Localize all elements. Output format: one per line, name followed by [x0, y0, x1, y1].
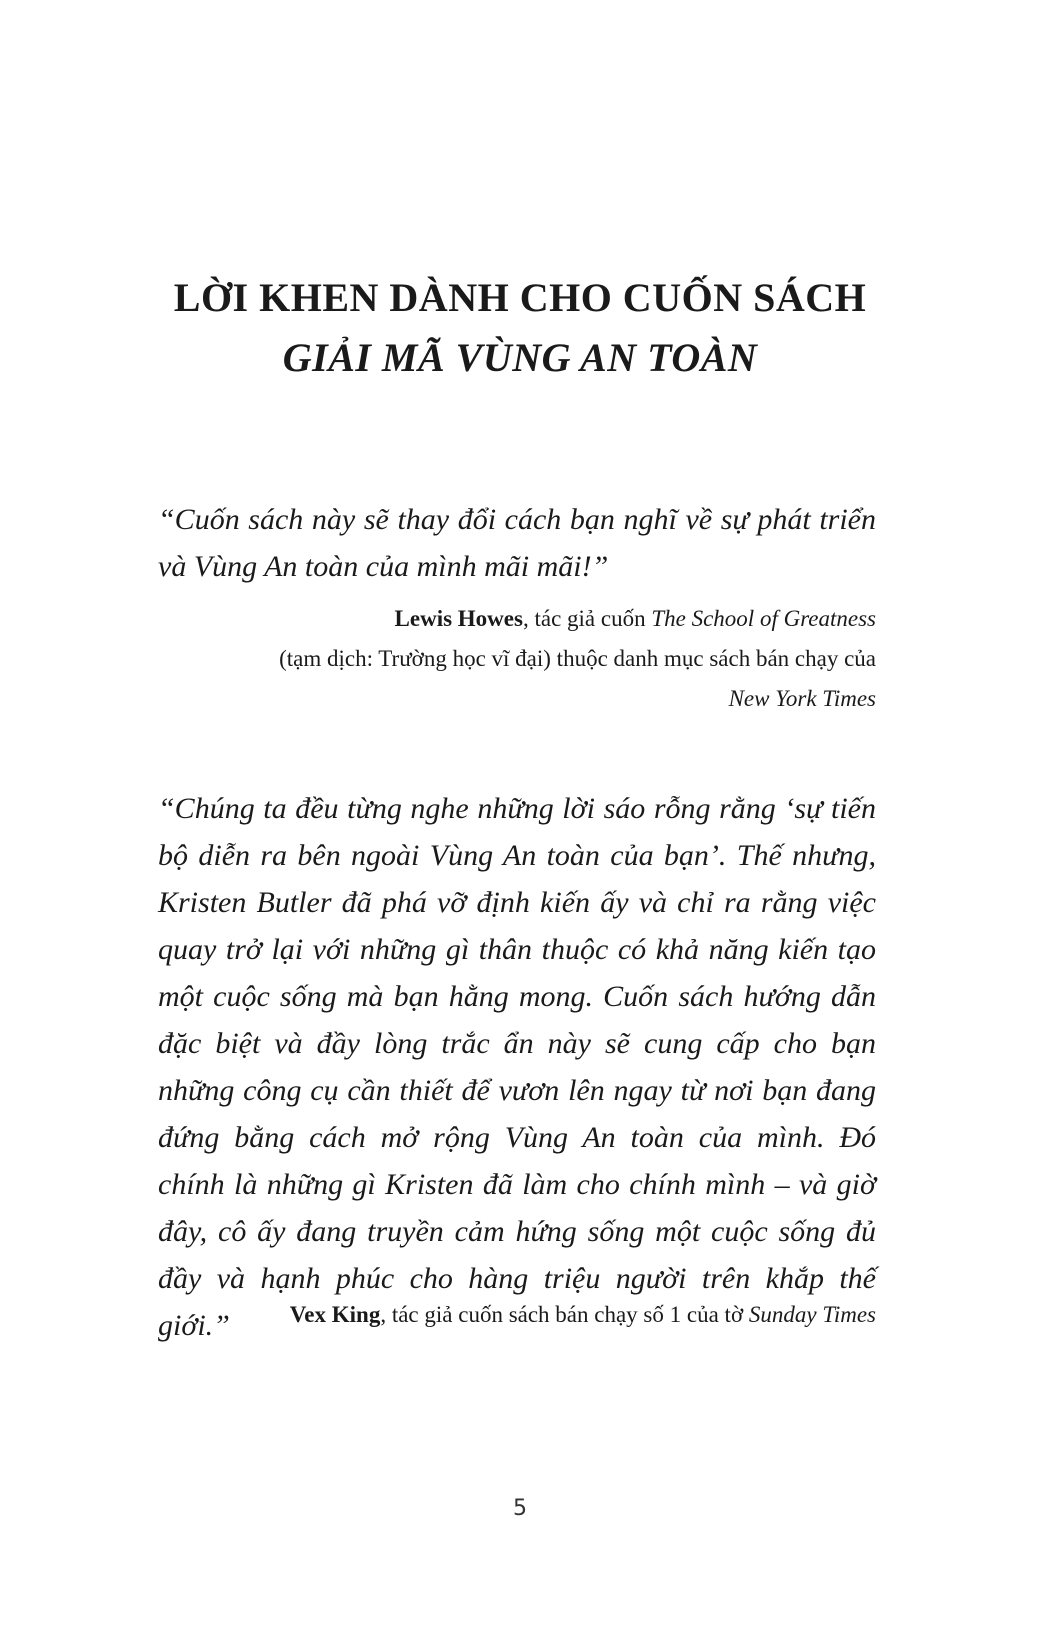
book-title: The School of Greatness	[651, 606, 876, 631]
page-heading	[0, 268, 1040, 388]
publication-name: New York Times	[728, 686, 876, 711]
heading-line-2-book-title: GIẢI MÃ VÙNG AN TOÀN	[282, 335, 758, 380]
author-name: Lewis Howes	[394, 606, 523, 631]
page-number: 5	[513, 1496, 527, 1521]
attribution-line	[116, 599, 876, 639]
heading-line-1: LỜI KHEN DÀNH CHO CUỐN SÁCH	[173, 275, 867, 320]
attribution-text: , tác giả cuốn sách bán chạy số 1 của tờ	[380, 1302, 749, 1327]
attribution-line	[116, 1295, 876, 1335]
attribution-line	[116, 639, 876, 679]
attribution-line	[116, 679, 876, 719]
attribution-text: , tác giả cuốn	[522, 606, 652, 631]
author-name: Vex King	[289, 1302, 381, 1327]
publication-name: Sunday Times	[748, 1302, 876, 1327]
quote-1-text: “Cuốn sách này sẽ thay đổi cách bạn nghĩ về sự phát triển và Vùng An toàn của mình mãi mãi!”	[158, 503, 876, 583]
quote-2-text: “Chúng ta đều từng nghe những lời sáo rỗng rằng ‘sự tiến bộ diễn ra bên ngoài Vùng An toàn của bạn’. Thế nhưng, Kristen Butler đã phá vỡ định kiến ấy và chỉ ra rằng việc quay trở lại với những gì thân thuộc có khả năng kiến tạo một cuộc sống mà bạn hằng mong. Cuốn sách hướng dẫn đặc biệt và đầy lòng trắc ẩn này sẽ cung cấp cho bạn những công cụ cần thiết để vươn lên ngay từ nơi bạn đang đứng bằng cách mở rộng Vùng An toàn của mình. Đó chính là những gì Kristen đã làm cho chính mình – và giờ đây, cô ấy đang truyền cảm hứng sống một cuộc sống đủ đầy và hạnh phúc cho hàng triệu người trên khắp thế giới.”	[158, 792, 876, 1342]
quote-1-attribution	[116, 599, 876, 719]
quote-2-attribution	[116, 1295, 876, 1335]
attribution-text: (tạm dịch: Trường học vĩ đại) thuộc danh mục sách bán chạy của	[279, 646, 876, 671]
